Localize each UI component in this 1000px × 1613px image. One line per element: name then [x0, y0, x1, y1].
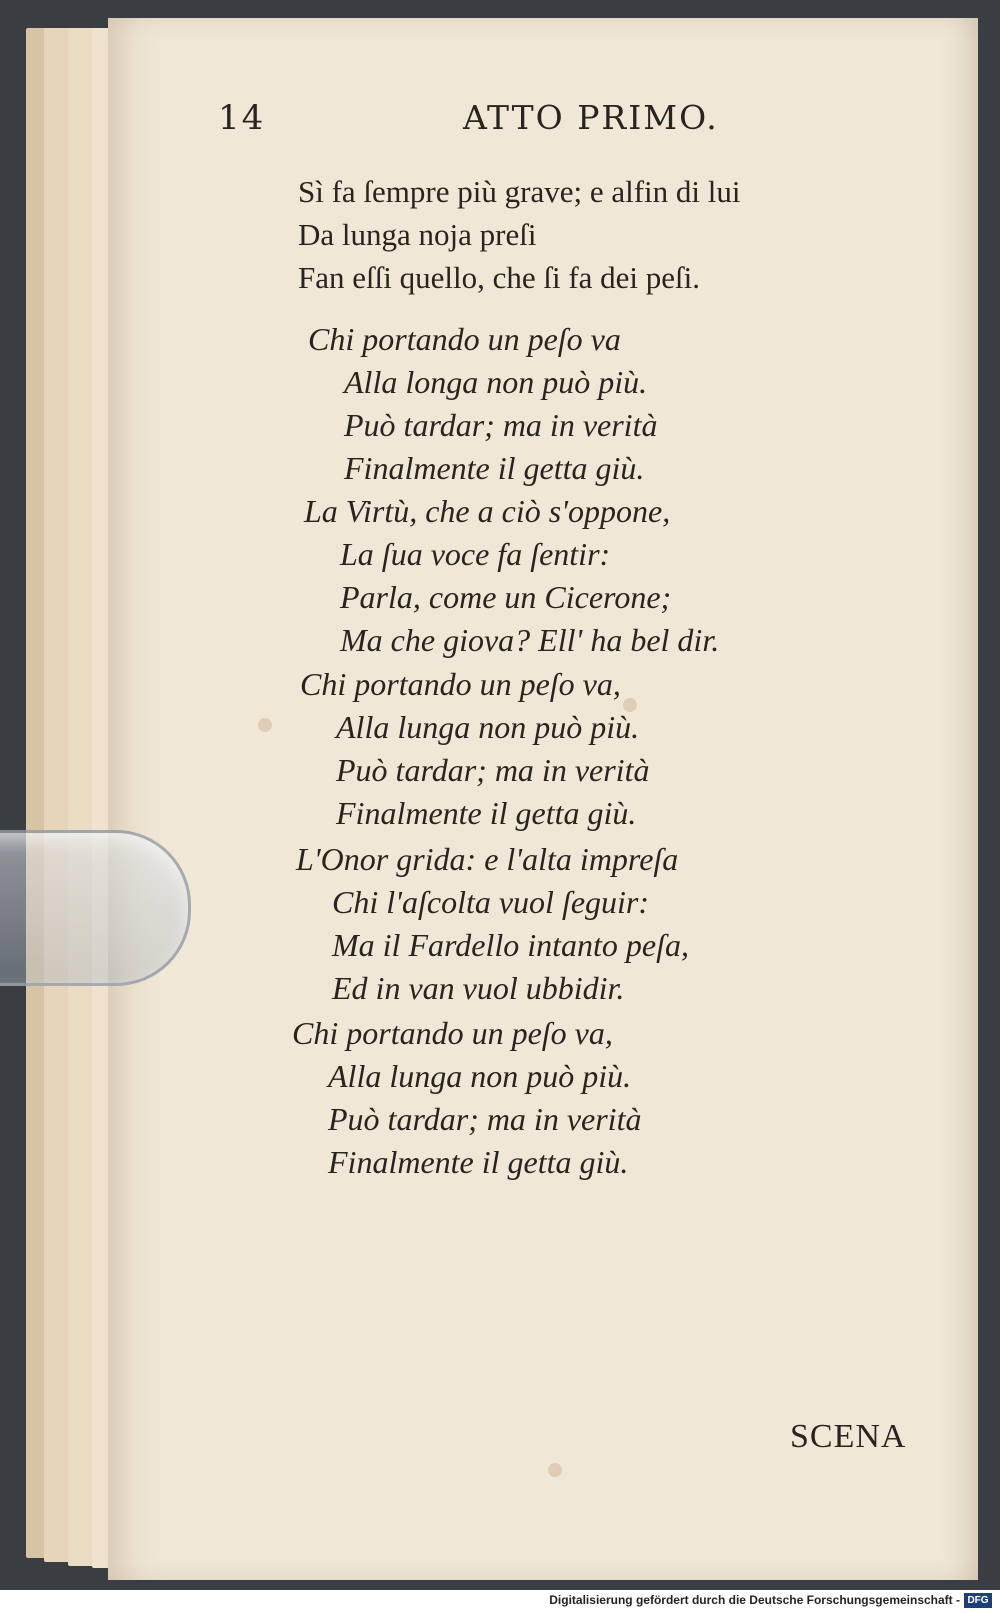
verse-line: Può tardar; ma in verità: [344, 407, 658, 443]
aria-stanza: [308, 318, 657, 490]
aria-stanza: [296, 838, 689, 1010]
aria-stanza: [300, 663, 649, 835]
verse-line: Ed in van vuol ubbidir.: [332, 970, 625, 1006]
verse-line: Può tardar; ma in verità: [336, 752, 650, 788]
verse-line: La Virtù, che a ciò s'oppone,: [304, 493, 671, 529]
plastic-page-clip: [0, 830, 191, 986]
recitative-block: [298, 170, 740, 299]
aria-stanza: [292, 1012, 641, 1184]
paper-stain: [258, 718, 272, 732]
catchword: SCENA: [790, 1418, 907, 1455]
page-number: 14: [218, 98, 266, 138]
verse-line: La ſua voce fa ſentir:: [340, 536, 611, 572]
recitative-line: Da lunga noja preſi: [298, 217, 537, 252]
verse-line: Finalmente il getta giù.: [344, 450, 645, 486]
verse-line: L'Onor grida: e l'alta impreſa: [296, 841, 679, 877]
recitative-line: Sì fa ſempre più grave; e alfin di lui: [298, 174, 741, 209]
digitization-footer: [0, 1590, 1000, 1613]
verse-line: Ma che giova? Ell' ha bel dir.: [340, 622, 720, 658]
verse-line: Alla lunga non può più.: [328, 1058, 632, 1094]
paper-stain: [548, 1463, 562, 1477]
verse-line: Alla longa non può più.: [344, 364, 648, 400]
verse-line: Chi portando un peſo va: [308, 321, 621, 357]
footer-credit: Digitalisierung gefördert durch die Deutsche Forschungsgemeinschaft -: [549, 1593, 960, 1607]
paper-stain: [623, 698, 637, 712]
page-header: [108, 98, 978, 138]
verse-line: Chi portando un peſo va,: [300, 666, 621, 702]
running-head: ATTO PRIMO.: [463, 98, 719, 137]
verse-line: Può tardar; ma in verità: [328, 1101, 642, 1137]
verse-line: Chi portando un peſo va,: [292, 1015, 613, 1051]
recitative-line: Fan eſſi quello, che ſi fa dei peſi.: [298, 260, 701, 295]
verse-line: Chi l'aſcolta vuol ſeguir:: [332, 884, 650, 920]
book-page: [108, 18, 978, 1580]
verse-line: Finalmente il getta giù.: [328, 1144, 629, 1180]
verse-line: Parla, come un Cicerone;: [340, 579, 672, 615]
verse-line: Ma il Fardello intanto peſa,: [332, 927, 689, 963]
aria-stanza: [304, 490, 719, 662]
dfg-logo-icon: DFG: [964, 1593, 992, 1608]
verse-line: Alla lunga non può più.: [336, 709, 640, 745]
verse-line: Finalmente il getta giù.: [336, 795, 637, 831]
